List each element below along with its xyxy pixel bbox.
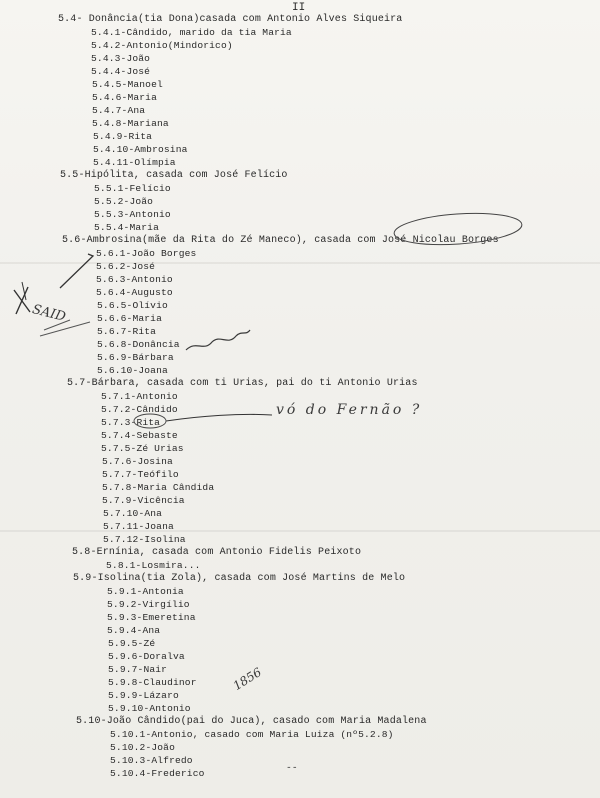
scribble-strike bbox=[186, 330, 250, 350]
entry-5-7-5: 5.7.5-Zé Urias bbox=[101, 443, 184, 454]
fold-line bbox=[0, 530, 600, 532]
entry-5-6-6: 5.6.6-Maria bbox=[97, 313, 162, 324]
entry-5-9-5: 5.9.5-Zé bbox=[108, 638, 156, 649]
entry-5-10-4: 5.10.4-Frederico bbox=[110, 768, 205, 779]
entry-5-5: 5.5-Hipólita, casada com José Felício bbox=[60, 170, 288, 181]
entry-5-9-10: 5.9.10-Antonio bbox=[108, 703, 191, 714]
entry-5-6-9: 5.6.9-Bárbara bbox=[97, 352, 174, 363]
entry-5-7-9: 5.7.9-Vicência bbox=[102, 495, 185, 506]
said-underline bbox=[40, 320, 90, 336]
entry-5-10-2: 5.10.2-João bbox=[110, 742, 175, 753]
entry-5-6-10: 5.6.10-Joana bbox=[97, 365, 168, 376]
entry-5-7-1: 5.7.1-Antonio bbox=[101, 391, 178, 402]
entry-5-6-1: 5.6.1-João Borges bbox=[96, 248, 197, 259]
pen-slash bbox=[60, 254, 93, 288]
entry-5-7-10: 5.7.10-Ana bbox=[103, 508, 163, 519]
entry-5-7-7: 5.7.7-Teófilo bbox=[102, 469, 179, 480]
entry-5-4-8: 5.4.8-Mariana bbox=[92, 118, 169, 129]
entry-5-7-2: 5.7.2-Cândido bbox=[101, 404, 178, 415]
entry-5-7-3: 5.7.3-Rita bbox=[101, 417, 161, 428]
fold-line bbox=[0, 262, 600, 264]
entry-5-4-4: 5.4.4-José bbox=[91, 66, 151, 77]
entry-5-6-5: 5.6.5-Olívio bbox=[97, 300, 168, 311]
entry-5-9-7: 5.9.7-Nair bbox=[108, 664, 168, 675]
x-mark bbox=[14, 287, 30, 314]
entry-5-8-1: 5.8.1-Losmira... bbox=[106, 560, 201, 571]
entry-5-5-4: 5.5.4-Maria bbox=[94, 222, 159, 233]
entry-5-6-2: 5.6.2-José bbox=[96, 261, 156, 272]
entry-5-9-9: 5.9.9-Lázaro bbox=[108, 690, 179, 701]
entry-5-6-4: 5.6.4-Augusto bbox=[96, 287, 173, 298]
entry-5-9-3: 5.9.3-Emeretina bbox=[107, 612, 196, 623]
entry-5-4-2: 5.4.2-Antonio(Mindorico) bbox=[91, 40, 233, 51]
entry-5-7-8: 5.7.8-Maria Cândida bbox=[102, 482, 215, 493]
page-header-roman-numeral: II bbox=[292, 2, 306, 14]
entry-5-7-12: 5.7.12-Isolina bbox=[103, 534, 186, 545]
entry-5-4-7: 5.4.7-Ana bbox=[92, 105, 146, 116]
page-end-dash: -- bbox=[286, 762, 298, 773]
entry-5-9-1: 5.9.1-Antonia bbox=[107, 586, 184, 597]
entry-5-7-6: 5.7.6-Josina bbox=[102, 456, 173, 467]
handwritten-year-1856: 1856 bbox=[230, 664, 264, 694]
entry-5-4-5: 5.4.5-Manoel bbox=[92, 79, 163, 90]
entry-5-9-8: 5.9.8-Claudinor bbox=[108, 677, 197, 688]
entry-5-9-4: 5.9.4-Ana bbox=[107, 625, 161, 636]
entry-5-4-10: 5.4.10-Ambrosina bbox=[93, 144, 188, 155]
entry-5-8: 5.8-Ernínia, casada com Antonio Fidelis Peixoto bbox=[72, 547, 362, 558]
entry-5-6-8: 5.6.8-Donância bbox=[97, 339, 180, 350]
handwritten-vo-do-fernao: vó do Fernão ? bbox=[276, 402, 423, 418]
entry-5-4-6: 5.4.6-Maria bbox=[92, 92, 157, 103]
entry-5-6-7: 5.6.7-Rita bbox=[97, 326, 157, 337]
entry-5-10: 5.10-João Cândido(pai do Juca), casado com Maria Madalena bbox=[76, 716, 427, 727]
entry-5-10-1: 5.10.1-Antonio, casado com Maria Luiza (nº5.2.8) bbox=[110, 729, 394, 740]
entry-5-4: 5.4- Donância(tia Dona)casada com Antonio Alves Siqueira bbox=[58, 14, 403, 25]
entry-5-4-3: 5.4.3-João bbox=[91, 53, 151, 64]
entry-5-7-4: 5.7.4-Sebaste bbox=[101, 430, 178, 441]
entry-5-4-11: 5.4.11-Olímpia bbox=[93, 157, 176, 168]
entry-5-4-9: 5.4.9-Rita bbox=[93, 131, 153, 142]
entry-5-9-6: 5.9.6-Doralva bbox=[108, 651, 185, 662]
x-mark-stroke bbox=[22, 282, 26, 300]
entry-5-10-3: 5.10.3-Alfredo bbox=[110, 755, 193, 766]
entry-5-6-3: 5.6.3-Antonio bbox=[96, 274, 173, 285]
entry-5-7-11: 5.7.11-Joana bbox=[103, 521, 174, 532]
handwritten-said: SAID bbox=[30, 302, 68, 325]
entry-5-7: 5.7-Bárbara, casada com ti Urias, pai do ti Antonio Urias bbox=[67, 378, 418, 389]
entry-5-5-2: 5.5.2-João bbox=[94, 196, 154, 207]
entry-5-5-3: 5.5.3-Antonio bbox=[94, 209, 171, 220]
connector-line bbox=[166, 414, 272, 421]
entry-5-6: 5.6-Ambrosina(mãe da Rita do Zé Maneco), casada com José Nicolau Borges bbox=[62, 235, 499, 246]
entry-5-9: 5.9-Isolina(tia Zola), casada com José Martins de Melo bbox=[73, 573, 406, 584]
entry-5-5-1: 5.5.1-Felício bbox=[94, 183, 171, 194]
entry-5-9-2: 5.9.2-Virgílio bbox=[107, 599, 190, 610]
entry-5-4-1: 5.4.1-Cândido, marido da tia Maria bbox=[91, 27, 292, 38]
